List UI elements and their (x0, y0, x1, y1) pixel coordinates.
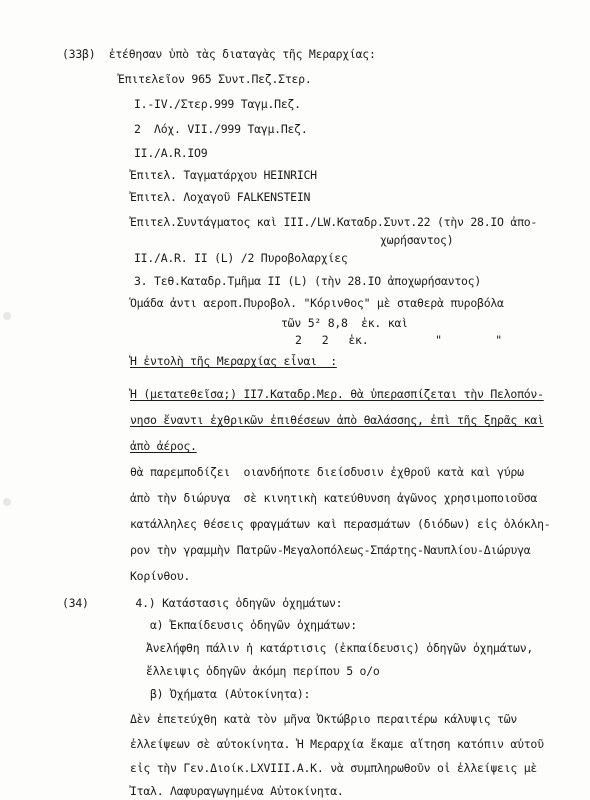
unit-line: Ἐπιτελεῖον 965 Συντ.Πεζ.Στερ. (118, 72, 312, 86)
unit-line-continuation: χωρήσαντος) (380, 233, 454, 247)
unit-line: Ἐπιτελ.Συντάγματος καὶ III./LW.Καταδρ.Συντ.22 (τὴν 28.IO ἀπο- (130, 215, 538, 229)
mission-text: Ἡ (μετατεθεῖσα;) II7.Καταδρ.Μερ. θὰ ὑπερασπίζεται τὴν Πελοπόν- (130, 387, 544, 401)
subsection-b-heading: β) Ὀχήματα (Αὐτοκίνητα): (150, 687, 311, 701)
section-34-heading: (34) 4.) Κατάστασις ὁδηγῶν ὀχημάτων: (62, 596, 343, 610)
gun-calibre-line: τῶν 5² 8,8 ἑκ. καὶ (281, 316, 408, 330)
mission-text: ρον τὴν γραμμὴν Πατρῶν-Μεγαλοπόλεως-Σπάρτης-Ναυπλίου-Διώρυγα (130, 543, 531, 557)
mission-text: ἀπὸ τὴν διώρυγα σὲ κινητικὴ κατεύθυνση ἀγῶνος χρησιμοποιοῦσα (130, 491, 538, 505)
scan-blemish (3, 312, 11, 320)
subsection-a-heading: α) Ἐκπαίδευσις ὁδηγῶν ὀχημάτων: (150, 618, 357, 632)
body-text: Ἰταλ. Λαφυραγωγημένα Αὐτοκίνητα. (130, 784, 344, 798)
unit-line: Ἐπιτελ. Ταγματάρχου HEINRICH (130, 168, 317, 182)
body-text: Δὲν ἐπετεύχθη κατὰ τὸν μῆνα Ὀκτώβριο περαιτέρω κάλυψις τῶν (130, 712, 518, 726)
unit-line: I.-IV./Στερ.999 Ταγμ.Πεζ. (134, 97, 301, 111)
unit-line: II./A.R.IO9 (134, 146, 208, 160)
scan-blemish (3, 498, 11, 506)
gun-calibre-line: 2 2 ἑκ. " " (295, 333, 502, 347)
body-text: ἔλλειψις ὁδηγῶν ἀκόμη περίπου 5 ο/ο (146, 664, 380, 678)
unit-line: Ἐπιτελ. Λοχαγοῦ FALKENSTEIN (130, 190, 311, 204)
mission-text: νησο ἔναντι ἐχθρικῶν ἐπιθέσεων ἀπὸ θαλάσσης, ἐπὶ τῆς ξηρᾶς καὶ (130, 413, 544, 427)
mission-text: θὰ παρεμποδίζει οιανδήποτε διείσδυσιν ἐχθροῦ κατὰ καὶ γύρω (130, 465, 524, 479)
body-text: ἐλλείψεων σὲ αὐτοκίνητα. Ἡ Μεραρχία ἔκαμε αἴτηση κατόπιν αὐτοῦ (130, 737, 544, 751)
mission-text: Κορίνθου. (130, 569, 191, 583)
mission-heading: Ἡ ἐντολὴ τῆς Μεραρχίας εἶναι : (130, 354, 337, 368)
body-text: Ἀνελήφθη πάλιν ἡ κατάρτισις (ἐκπαίδευσις) ὁδηγῶν ὀχημάτων, (146, 641, 534, 655)
mission-text: ἀπὸ ἀέρος. (130, 439, 197, 453)
line-33b-heading: (33β) ἐτέθησαν ὑπὸ τὰς διαταγὰς τῆς Μεραρχίας: (62, 47, 376, 61)
mission-text: κατάλληλες θέσεις φραγμάτων καὶ περασμάτων (διόδων) εἰς ὁλόκλη- (130, 517, 551, 531)
unit-line: 2 Λόχ. VII./999 Ταγμ.Πεζ. (134, 122, 308, 136)
unit-line: 3. Τεθ.Καταδρ.Τμῆμα II (L) (τὴν 28.IO ἀποχωρήσαντος) (134, 274, 482, 288)
unit-line: II./A.R. II (L) /2 Πυροβολαρχίες (134, 251, 348, 265)
unit-line: Ὁμάδα ἀντι αεροπ.Πυροβολ. "Κόρινθος" μὲ σταθερὰ πυροβόλα (130, 296, 504, 310)
body-text: εἰς τὴν Γεν.Διοίκ.LXVIII.A.K. νὰ συμπληρωθοῦν οἱ ἐλλείψεις μὲ (130, 761, 538, 775)
